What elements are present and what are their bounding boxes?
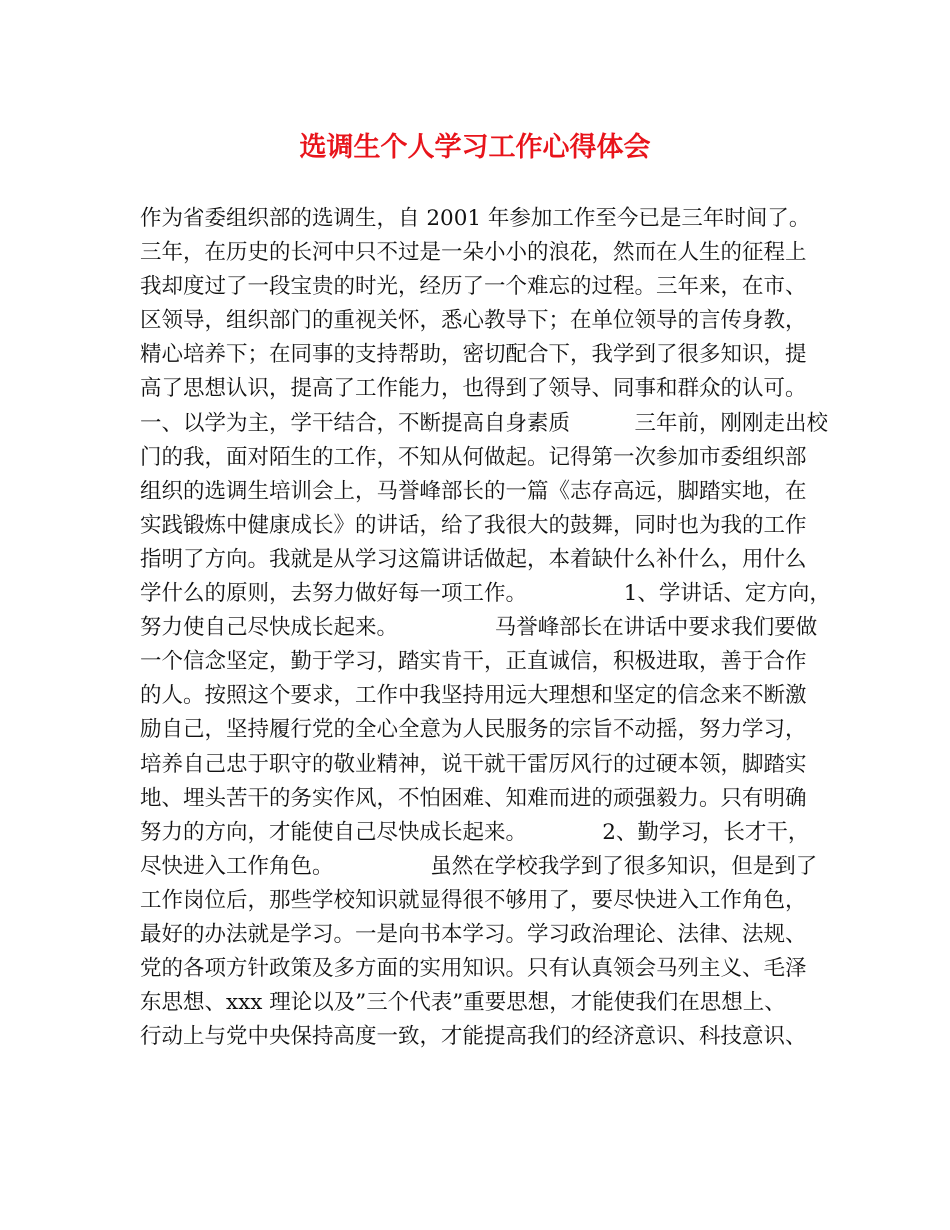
document-body xyxy=(140,202,831,1054)
body-line: 励自己，坚持履行党的全心全意为人民服务的宗旨不动摇，努力学习， xyxy=(140,717,807,743)
body-line: 实践锻炼中健康成长》的讲话，给了我很大的鼓舞，同时也为我的工作 xyxy=(140,512,807,538)
body-line: 最好的办法就是学习。一是向书本学习。学习政治理论、法律、法规、 xyxy=(140,921,807,947)
body-line: 作为省委组织部的选调生，自 2001 年参加工作至今已是三年时间了。 xyxy=(140,206,811,231)
body-line: 的人。按照这个要求，工作中我坚持用远大理想和坚定的信念来不断激 xyxy=(140,683,807,709)
body-line: 组织的选调生培训会上，马誉峰部长的一篇《志存高远，脚踏实地，在 xyxy=(140,478,807,504)
body-line: 区领导，组织部门的重视关怀，悉心教导下；在单位领导的言传身教， xyxy=(140,308,807,334)
body-line: 尽快进入工作角色。 虽然在学校我学到了很多知识，但是到了 xyxy=(140,853,818,879)
body-line: 努力的方向，才能使自己尽快成长起来。 2、勤学习，长才干， xyxy=(140,819,810,845)
body-line: 工作岗位后，那些学校知识就显得很不够用了，要尽快进入工作角色， xyxy=(140,887,807,913)
body-line: 东思想、xxx 理论以及”三个代表”重要思想，才能使我们在思想上、 xyxy=(140,990,786,1016)
body-line: 努力使自己尽快成长起来。 马誉峰部长在讲话中要求我们要做 xyxy=(140,615,818,641)
body-line: 门的我，面对陌生的工作，不知从何做起。记得第一次参加市委组织部 xyxy=(140,444,807,470)
body-line: 我却度过了一段宝贵的时光，经历了一个难忘的过程。三年来，在市、 xyxy=(140,274,807,300)
body-line: 学什么的原则，去努力做好每一项工作。 1、学讲话、定方向， xyxy=(140,581,831,607)
document-title: 选调生个人学习工作心得体会 xyxy=(299,132,651,163)
section-heading-line: 一、以学为主，学干结合，不断提高自身素质 三年前，刚刚走出校 xyxy=(140,410,829,436)
body-line: 高了思想认识，提高了工作能力，也得到了领导、同事和群众的认可。 xyxy=(140,376,807,402)
body-line: 指明了方向。我就是从学习这篇讲话做起，本着缺什么补什么，用什么 xyxy=(140,546,807,572)
body-line: 精心培养下；在同事的支持帮助，密切配合下，我学到了很多知识，提 xyxy=(140,342,807,368)
body-line: 一个信念坚定，勤于学习，踏实肯干，正直诚信，积极进取，善于合作 xyxy=(140,649,807,675)
body-line: 地、埋头苦干的务实作风，不怕困难、知难而进的顽强毅力。只有明确 xyxy=(140,785,807,811)
body-line: 三年，在历史的长河中只不过是一朵小小的浪花，然而在人生的征程上 xyxy=(140,240,807,266)
body-line: 党的各项方针政策及多方面的实用知识。只有认真领会马列主义、毛泽 xyxy=(140,956,807,982)
body-line: 培养自己忠于职守的敬业精神，说干就干雷厉风行的过硬本领，脚踏实 xyxy=(140,751,807,777)
body-line: 行动上与党中央保持高度一致，才能提高我们的经济意识、科技意识、 xyxy=(140,1024,807,1050)
